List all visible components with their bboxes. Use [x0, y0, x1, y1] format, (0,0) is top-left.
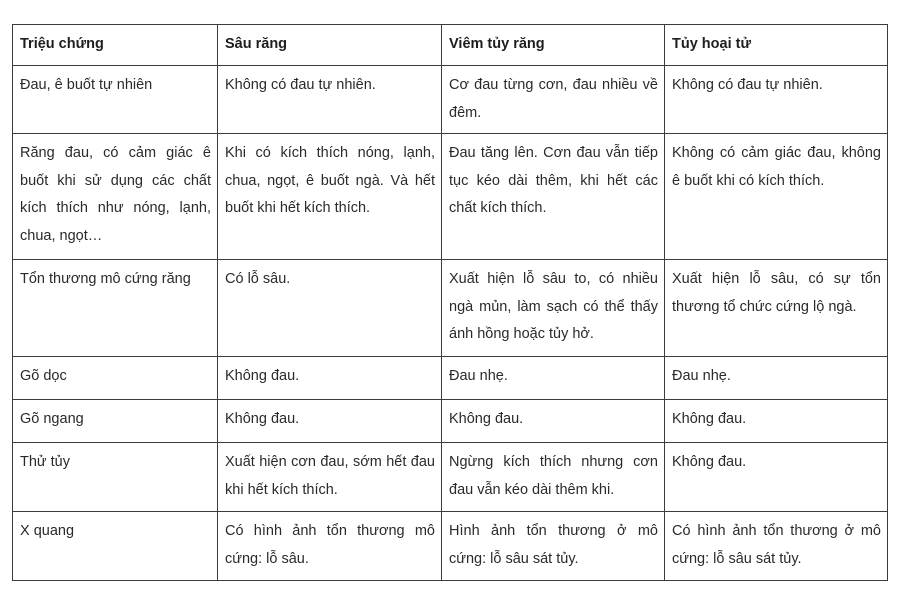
row-label: Gõ ngang — [13, 400, 218, 443]
cell-tooth-decay: Không có đau tự nhiên. — [218, 66, 442, 134]
cell-pulp-necrosis: Xuất hiện lỗ sâu, có sự tổn thương tổ chức cứng lộ ngà. — [665, 260, 888, 357]
cell-tooth-decay: Khi có kích thích nóng, lạnh, chua, ngọt, ê buốt ngà. Và hết buốt khi hết kích thích. — [218, 134, 442, 260]
cell-tooth-decay: Có lỗ sâu. — [218, 260, 442, 357]
table-row — [13, 512, 888, 581]
table-row — [13, 66, 888, 134]
cell-pulpitis: Ngừng kích thích nhưng cơn đau vẫn kéo dài thêm khi. — [442, 443, 665, 512]
cell-pulpitis: Không đau. — [442, 400, 665, 443]
row-label: Đau, ê buốt tự nhiên — [13, 66, 218, 134]
cell-pulp-necrosis: Đau nhẹ. — [665, 357, 888, 400]
cell-pulpitis: Xuất hiện lỗ sâu to, có nhiều ngà mủn, làm sạch có thể thấy ánh hồng hoặc tủy hở. — [442, 260, 665, 357]
row-label: Thử tủy — [13, 443, 218, 512]
table-row — [13, 400, 888, 443]
table-row — [13, 134, 888, 260]
header-tooth-decay: Sâu răng — [218, 25, 442, 66]
cell-pulpitis: Cơ đau từng cơn, đau nhiều về đêm. — [442, 66, 665, 134]
cell-pulpitis: Hình ảnh tổn thương ở mô cứng: lỗ sâu sát tủy. — [442, 512, 665, 581]
symptom-comparison-table — [12, 24, 888, 581]
cell-pulp-necrosis: Không có đau tự nhiên. — [665, 66, 888, 134]
cell-tooth-decay: Không đau. — [218, 357, 442, 400]
table-row — [13, 260, 888, 357]
row-label: Gõ dọc — [13, 357, 218, 400]
cell-tooth-decay: Có hình ảnh tổn thương mô cứng: lỗ sâu. — [218, 512, 442, 581]
cell-pulpitis: Đau tăng lên. Cơn đau vẫn tiếp tục kéo dài thêm, khi hết các chất kích thích. — [442, 134, 665, 260]
table-body — [13, 66, 888, 581]
row-label: Tổn thương mô cứng răng — [13, 260, 218, 357]
table-header — [13, 25, 888, 66]
header-symptom: Triệu chứng — [13, 25, 218, 66]
header-pulp-necrosis: Tủy hoại tử — [665, 25, 888, 66]
table-row — [13, 443, 888, 512]
header-pulpitis: Viêm tủy răng — [442, 25, 665, 66]
cell-tooth-decay: Không đau. — [218, 400, 442, 443]
row-label: X quang — [13, 512, 218, 581]
cell-pulp-necrosis: Không đau. — [665, 400, 888, 443]
cell-pulp-necrosis: Có hình ảnh tổn thương ở mô cứng: lỗ sâu sát tủy. — [665, 512, 888, 581]
table-row — [13, 357, 888, 400]
cell-tooth-decay: Xuất hiện cơn đau, sớm hết đau khi hết kích thích. — [218, 443, 442, 512]
header-row — [13, 25, 888, 66]
cell-pulp-necrosis: Không có cảm giác đau, không ê buốt khi có kích thích. — [665, 134, 888, 260]
cell-pulp-necrosis: Không đau. — [665, 443, 888, 512]
cell-pulpitis: Đau nhẹ. — [442, 357, 665, 400]
row-label: Răng đau, có cảm giác ê buốt khi sử dụng các chất kích thích như nóng, lạnh, chua, ngọt… — [13, 134, 218, 260]
